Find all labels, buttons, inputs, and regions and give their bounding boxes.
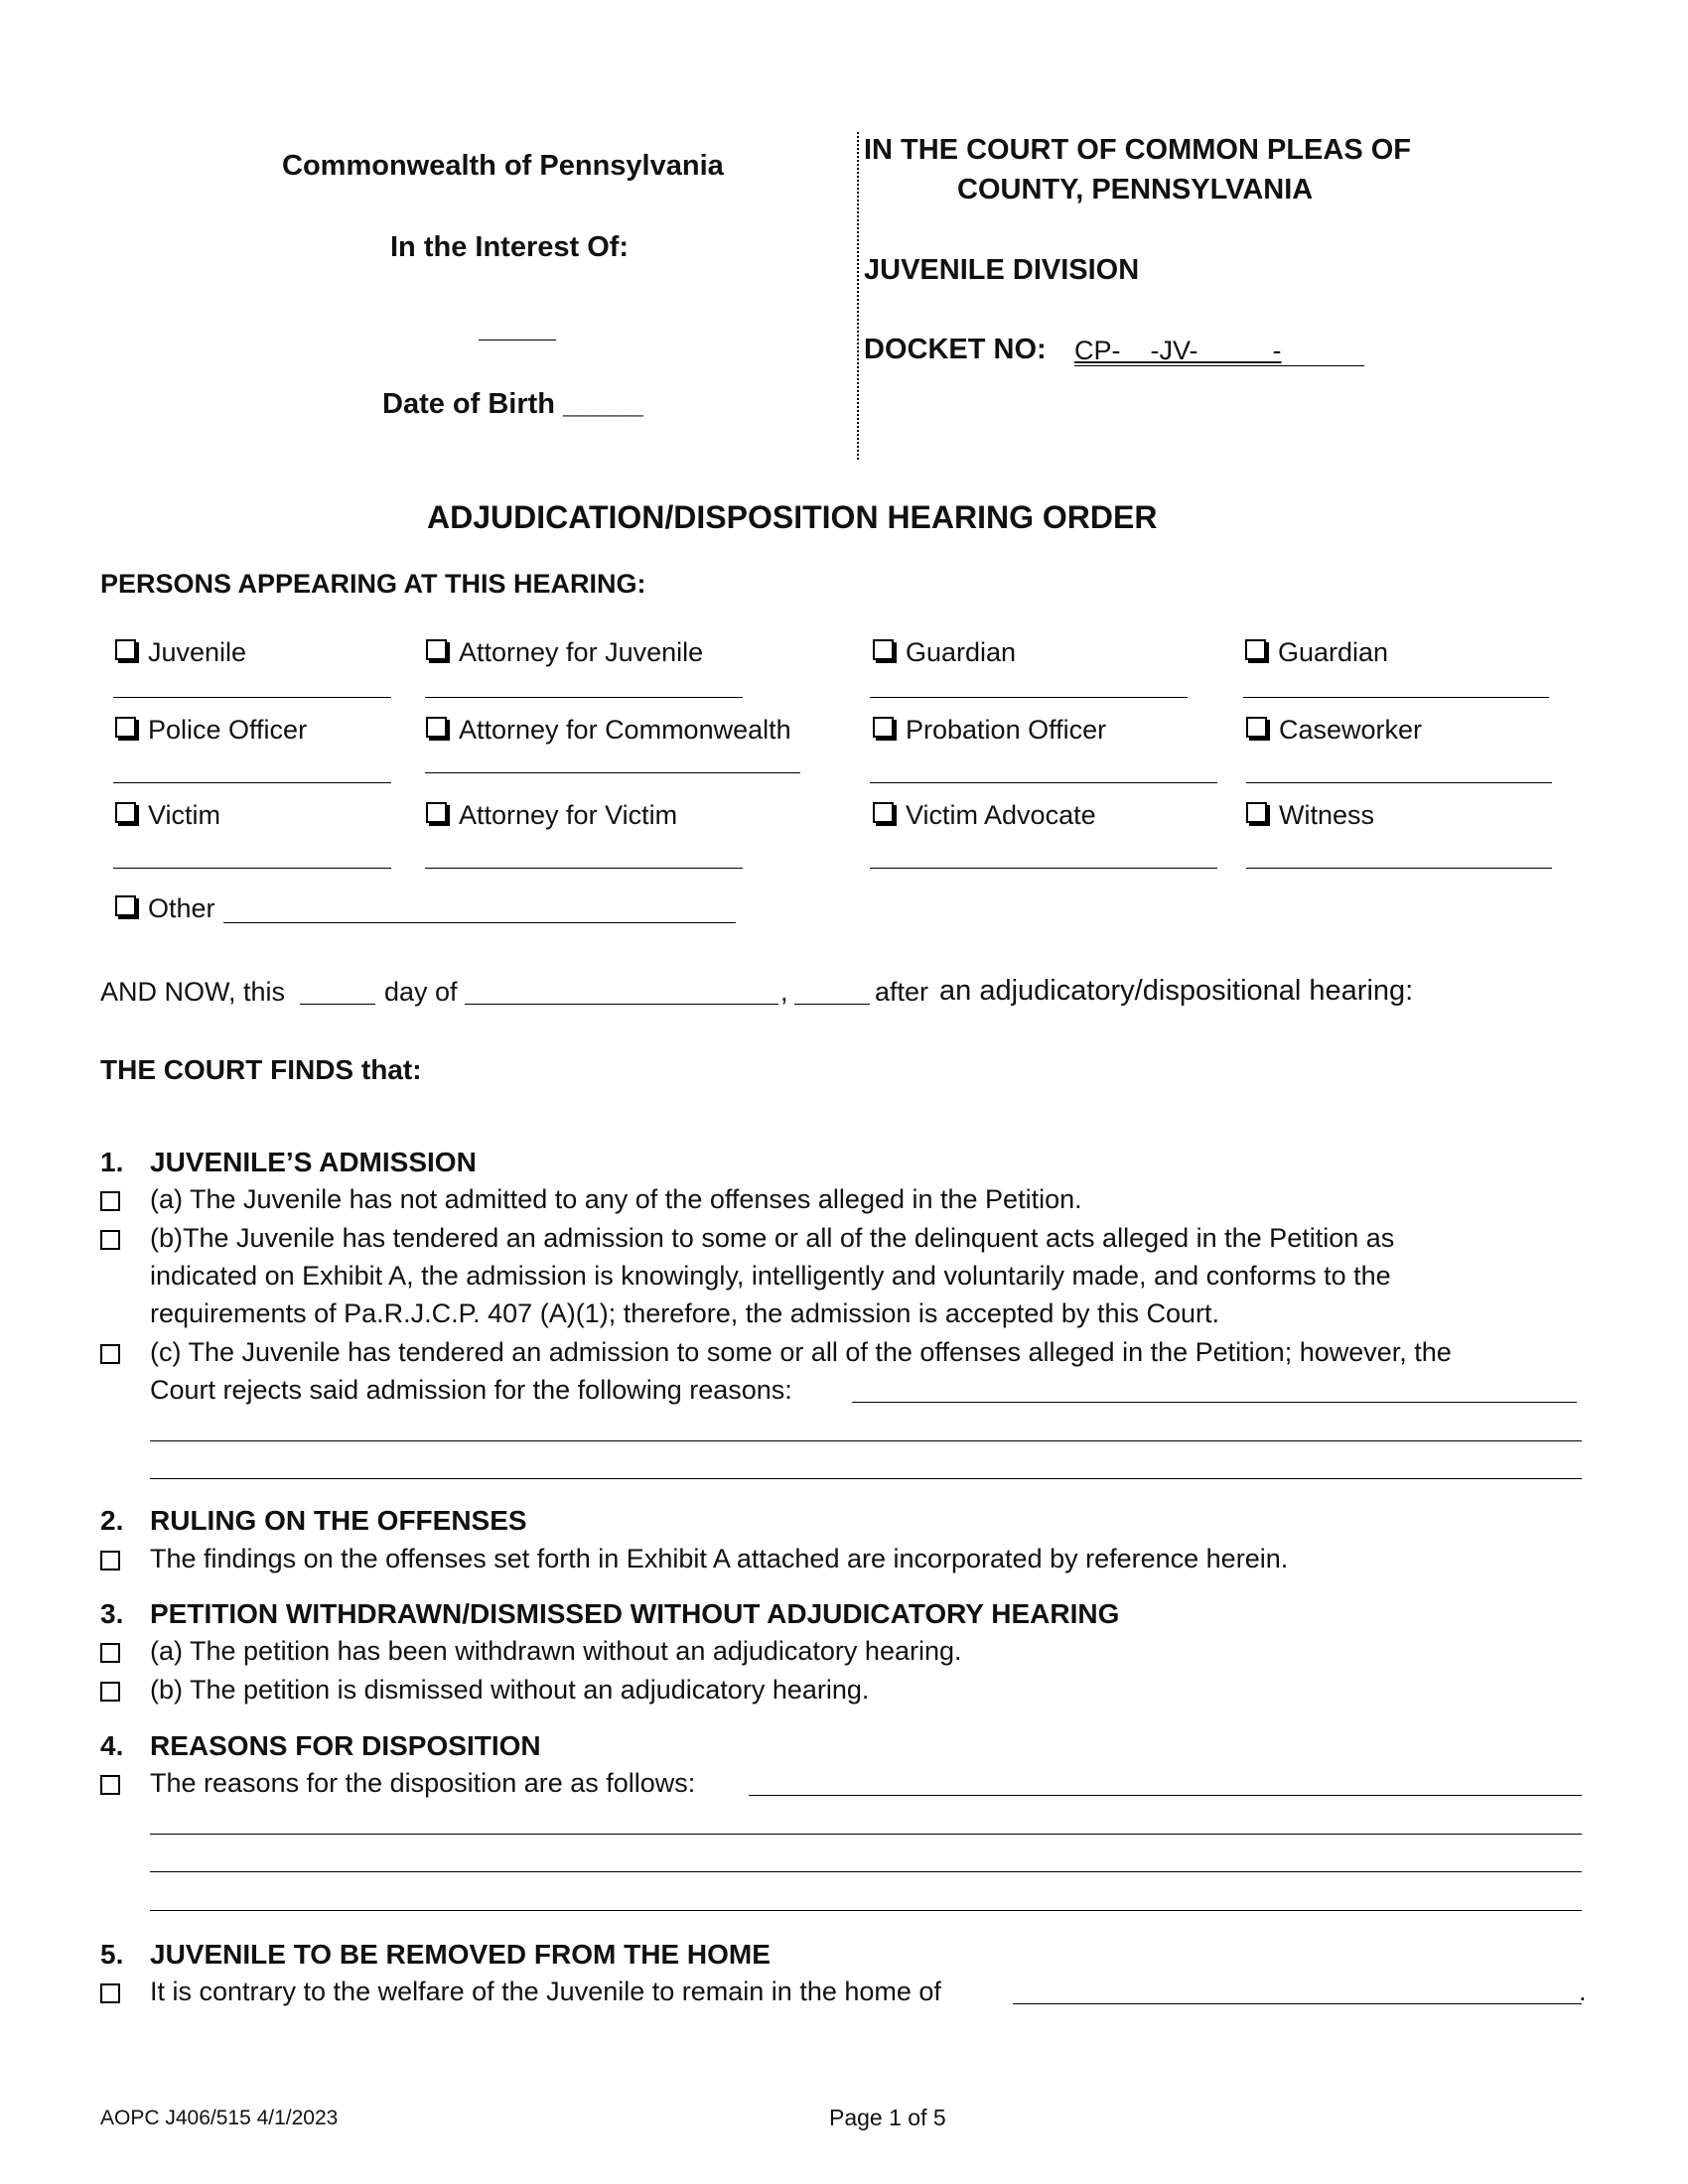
reasons-line[interactable] bbox=[150, 1478, 1582, 1479]
name-line[interactable] bbox=[425, 868, 743, 869]
section-2-number: 2. bbox=[100, 1505, 124, 1536]
disposition-reasons-line[interactable] bbox=[150, 1910, 1582, 1911]
name-line[interactable] bbox=[1243, 697, 1549, 698]
checkbox-attorney-juvenile[interactable]: Attorney for Juvenile bbox=[426, 637, 703, 668]
section-5-title: JUVENILE TO BE REMOVED FROM THE HOME bbox=[150, 1939, 771, 1970]
finding-2: The findings on the offenses set forth in Exhibit A attached are incorporated by reference herein. bbox=[150, 1544, 1289, 1573]
name-line[interactable] bbox=[113, 868, 391, 869]
commonwealth-label: Commonwealth of Pennsylvania bbox=[282, 150, 724, 182]
checkbox-police-officer[interactable]: Police Officer bbox=[115, 715, 307, 746]
hearing-label: an adjudicatory/dispositional hearing: bbox=[939, 975, 1414, 1007]
caption-divider bbox=[857, 132, 859, 460]
checkbox-icon[interactable] bbox=[115, 895, 136, 916]
day-of-label: day of bbox=[384, 977, 458, 1007]
checkbox-probation-officer[interactable]: Probation Officer bbox=[873, 715, 1106, 746]
finding-1c-line1: (c) The Juvenile has tendered an admission to some or all of the offenses alleged in the Petition; however, the bbox=[150, 1337, 1452, 1367]
section-1-number: 1. bbox=[100, 1147, 124, 1177]
checkbox-icon[interactable] bbox=[426, 802, 447, 823]
page-number: Page 1 of 5 bbox=[829, 2105, 946, 2130]
section-4-title: REASONS FOR DISPOSITION bbox=[150, 1730, 541, 1761]
docket-underline bbox=[1074, 365, 1364, 366]
name-line[interactable] bbox=[870, 782, 1217, 783]
checkbox-juvenile[interactable]: Juvenile bbox=[115, 637, 246, 668]
name-line[interactable] bbox=[1246, 868, 1552, 869]
checkbox-3a[interactable] bbox=[100, 1643, 120, 1663]
checkbox-icon[interactable] bbox=[426, 639, 447, 660]
section-2-title: RULING ON THE OFFENSES bbox=[150, 1505, 527, 1536]
name-line[interactable] bbox=[870, 868, 1217, 869]
checkbox-4[interactable] bbox=[100, 1775, 120, 1795]
checkbox-icon[interactable] bbox=[1245, 639, 1266, 660]
day-field[interactable] bbox=[300, 1004, 375, 1005]
form-id: AOPC J406/515 4/1/2023 bbox=[100, 2107, 339, 2129]
and-now-prefix: AND NOW, this bbox=[100, 977, 286, 1007]
checkbox-attorney-victim[interactable]: Attorney for Victim bbox=[426, 800, 677, 831]
finding-3b: (b) The petition is dismissed without an adjudicatory hearing. bbox=[150, 1675, 870, 1705]
disposition-reasons-line[interactable] bbox=[749, 1795, 1582, 1796]
court-finds-heading: THE COURT FINDS that: bbox=[100, 1054, 422, 1085]
checkbox-icon[interactable] bbox=[1246, 717, 1267, 738]
other-name-line[interactable] bbox=[223, 922, 736, 923]
checkbox-icon[interactable] bbox=[115, 639, 136, 660]
checkbox-witness[interactable]: Witness bbox=[1246, 800, 1374, 831]
checkbox-other[interactable]: Other bbox=[115, 893, 215, 924]
disposition-reasons-line[interactable] bbox=[150, 1871, 1582, 1872]
name-line[interactable] bbox=[113, 782, 391, 783]
checkbox-icon[interactable] bbox=[115, 802, 136, 823]
checkbox-guardian-1[interactable]: Guardian bbox=[873, 637, 1016, 668]
checkbox-attorney-commonwealth[interactable]: Attorney for Commonwealth bbox=[426, 715, 791, 746]
checkbox-icon[interactable] bbox=[115, 717, 136, 738]
court-line-1: IN THE COURT OF COMMON PLEAS OF bbox=[864, 134, 1411, 166]
checkbox-1a[interactable] bbox=[100, 1191, 120, 1211]
checkbox-1c[interactable] bbox=[100, 1344, 120, 1364]
checkbox-victim-advocate[interactable]: Victim Advocate bbox=[873, 800, 1096, 831]
checkbox-guardian-2[interactable]: Guardian bbox=[1245, 637, 1388, 668]
section-4-number: 4. bbox=[100, 1730, 124, 1761]
name-line[interactable] bbox=[1246, 782, 1552, 783]
month-field[interactable] bbox=[465, 1004, 778, 1005]
court-line-2: COUNTY, PENNSYLVANIA bbox=[957, 174, 1314, 205]
after-label: after bbox=[875, 977, 929, 1007]
checkbox-caseworker[interactable]: Caseworker bbox=[1246, 715, 1422, 746]
checkbox-icon[interactable] bbox=[426, 717, 447, 738]
juvenile-division: JUVENILE DIVISION bbox=[864, 254, 1140, 286]
reasons-line[interactable] bbox=[150, 1440, 1582, 1441]
checkbox-icon[interactable] bbox=[1246, 802, 1267, 823]
juvenile-name-line[interactable] bbox=[479, 340, 556, 341]
finding-3a: (a) The petition has been withdrawn without an adjudicatory hearing. bbox=[150, 1636, 962, 1666]
name-line[interactable] bbox=[425, 697, 743, 698]
finding-5-period: . bbox=[1579, 1977, 1587, 2006]
section-3-number: 3. bbox=[100, 1598, 124, 1629]
docket-label: DOCKET NO: bbox=[864, 334, 1047, 365]
section-5-number: 5. bbox=[100, 1939, 124, 1970]
name-line[interactable] bbox=[113, 697, 391, 698]
finding-4: The reasons for the disposition are as follows: bbox=[150, 1768, 696, 1798]
reasons-line[interactable] bbox=[852, 1402, 1577, 1403]
finding-5: It is contrary to the welfare of the Juvenile to remain in the home of bbox=[150, 1977, 941, 2006]
year-field[interactable] bbox=[794, 1004, 870, 1005]
finding-1c-line2: Court rejects said admission for the following reasons: bbox=[150, 1375, 792, 1405]
page-title: ADJUDICATION/DISPOSITION HEARING ORDER bbox=[427, 499, 1158, 535]
in-interest-label: In the Interest Of: bbox=[390, 231, 630, 263]
finding-1b-line1: (b)The Juvenile has tendered an admission to some or all of the delinquent acts alleged in the Petition as bbox=[150, 1223, 1395, 1253]
checkbox-victim[interactable]: Victim bbox=[115, 800, 220, 831]
name-line[interactable] bbox=[870, 697, 1188, 698]
section-1-title: JUVENILE’S ADMISSION bbox=[150, 1147, 477, 1177]
checkbox-icon[interactable] bbox=[873, 802, 894, 823]
checkbox-2[interactable] bbox=[100, 1551, 120, 1570]
checkbox-icon[interactable] bbox=[873, 717, 894, 738]
date-of-birth-label: Date of Birth _____ bbox=[382, 388, 643, 420]
finding-1a: (a) The Juvenile has not admitted to any of the offenses alleged in the Petition. bbox=[150, 1184, 1082, 1214]
section-3-title: PETITION WITHDRAWN/DISMISSED WITHOUT ADJUDICATORY HEARING bbox=[150, 1598, 1120, 1629]
docket-number-field[interactable]: CP- -JV- - bbox=[1074, 336, 1282, 365]
checkbox-icon[interactable] bbox=[873, 639, 894, 660]
name-line[interactable] bbox=[425, 772, 800, 773]
checkbox-5[interactable] bbox=[100, 1983, 120, 2003]
disposition-reasons-line[interactable] bbox=[150, 1834, 1582, 1835]
checkbox-1b[interactable] bbox=[100, 1230, 120, 1250]
comma: , bbox=[780, 977, 788, 1007]
persons-heading: PERSONS APPEARING AT THIS HEARING: bbox=[100, 569, 646, 599]
finding-1b-line2: indicated on Exhibit A, the admission is knowingly, intelligently and voluntarily made, and conforms to the bbox=[150, 1261, 1391, 1291]
checkbox-3b[interactable] bbox=[100, 1682, 120, 1702]
home-of-line[interactable] bbox=[1013, 2003, 1582, 2004]
finding-1b-line3: requirements of Pa.R.J.C.P. 407 (A)(1); therefore, the admission is accepted by this Court. bbox=[150, 1298, 1219, 1328]
